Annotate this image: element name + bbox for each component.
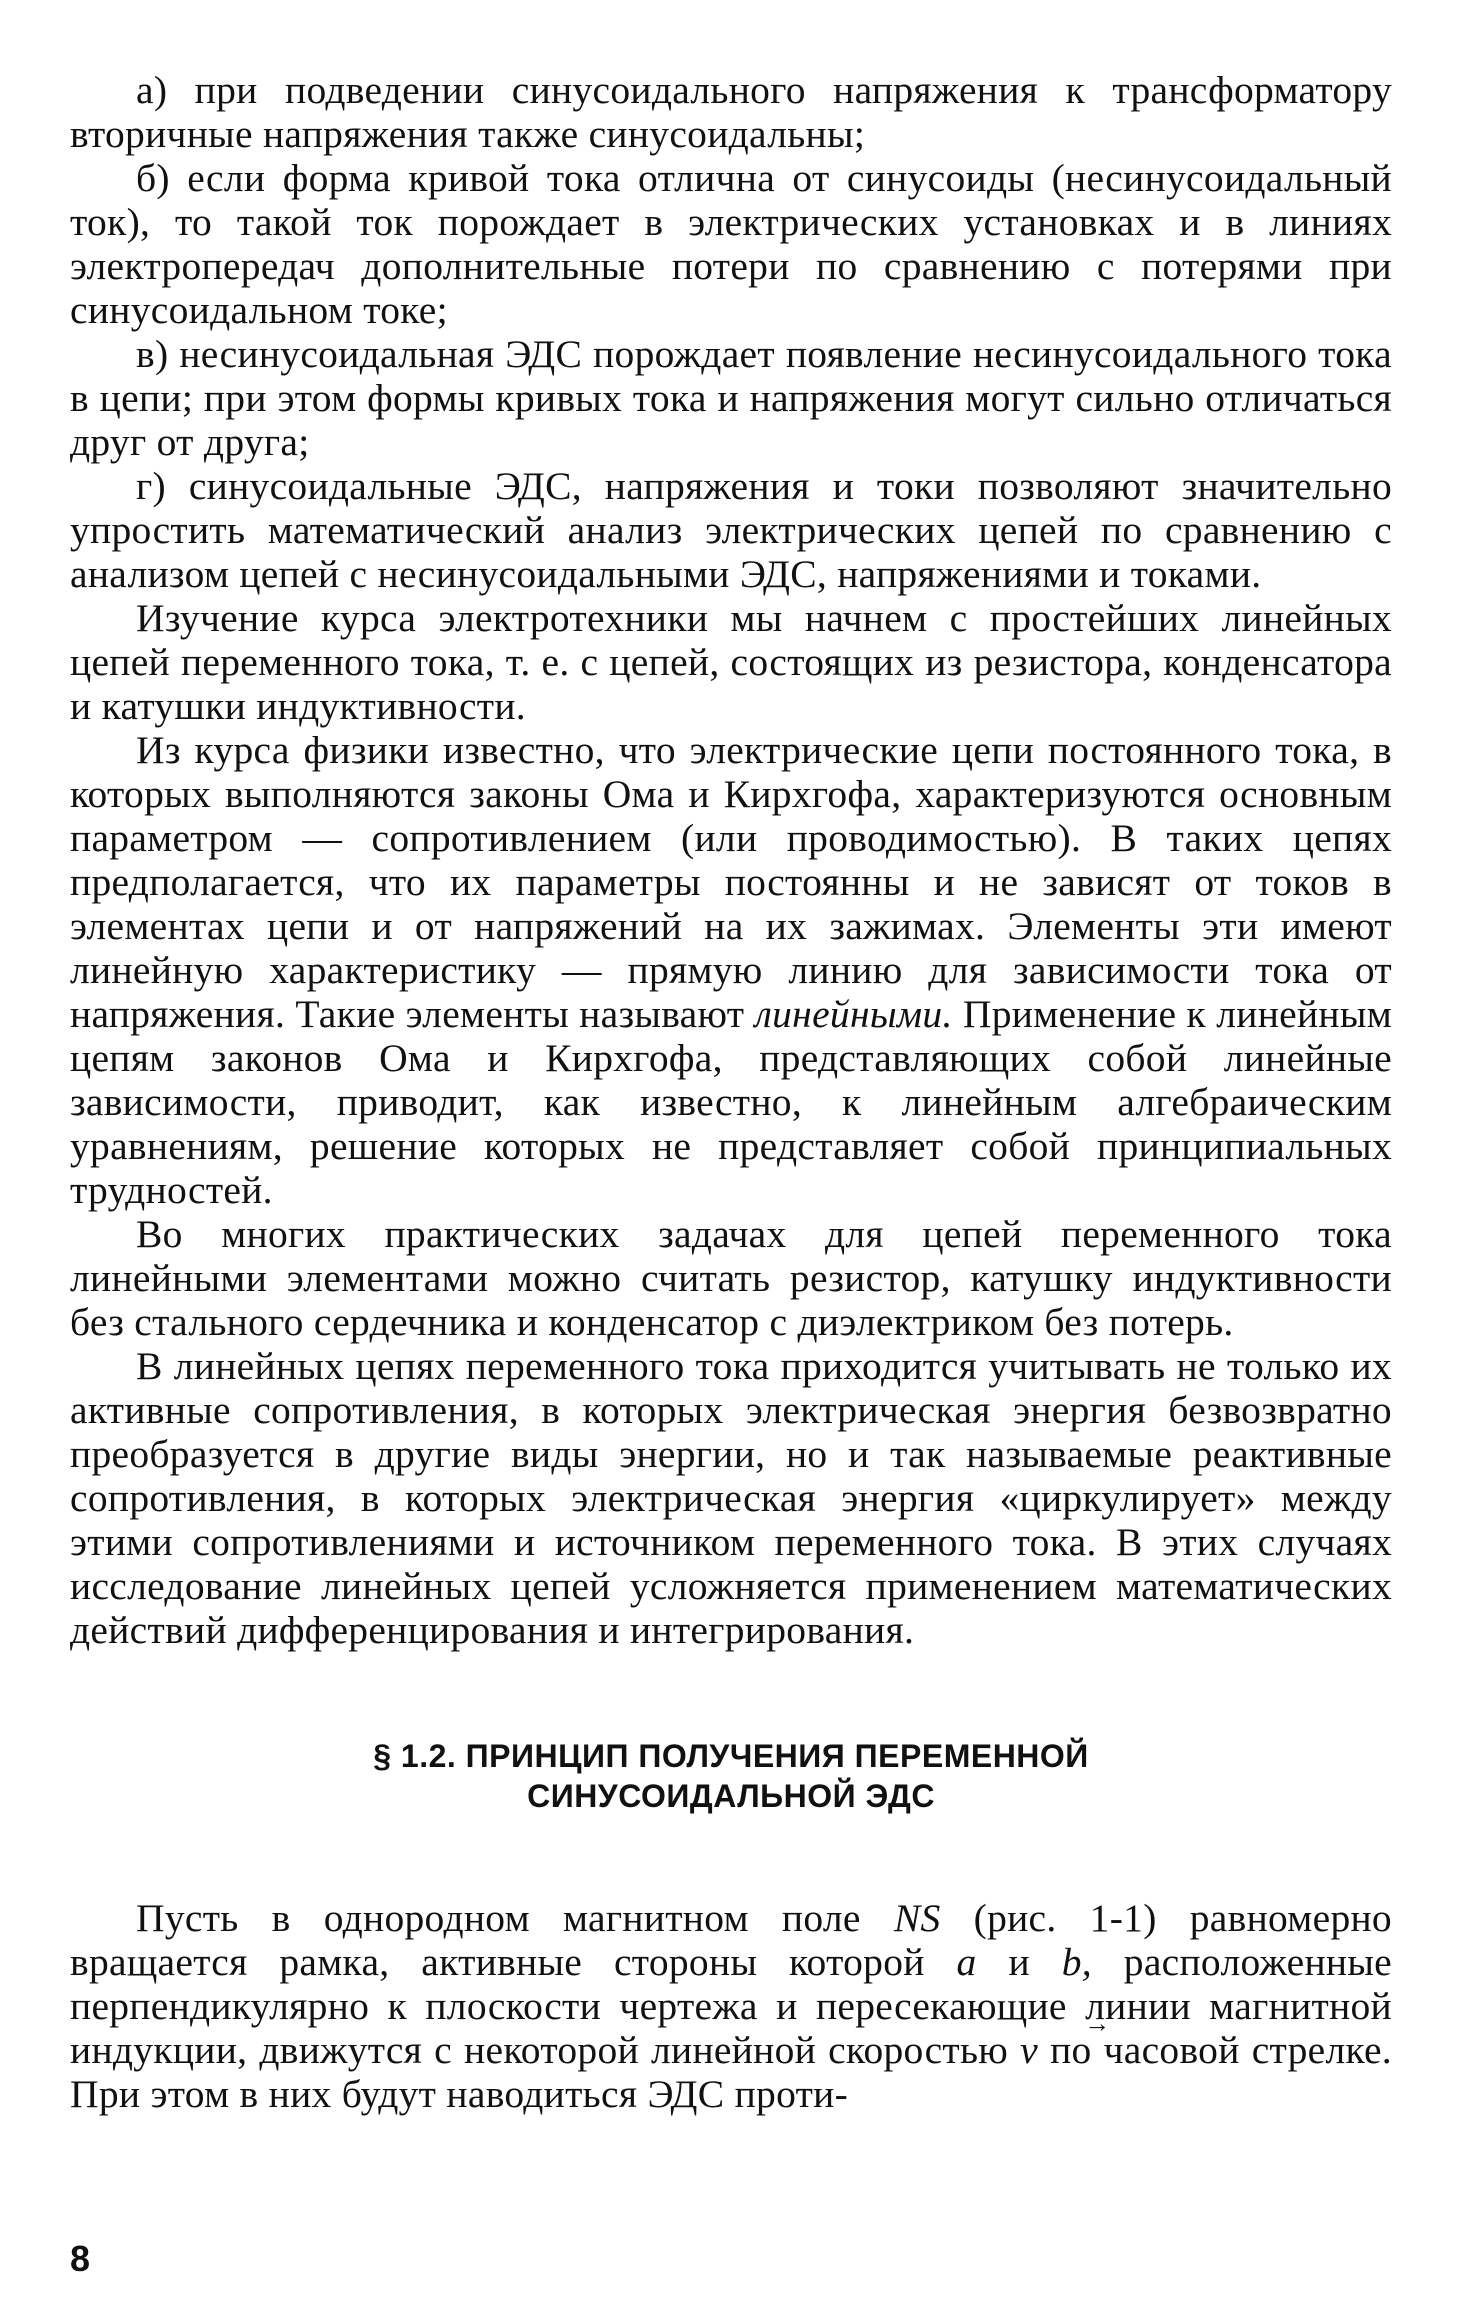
page-number: 8 [70, 2238, 91, 2279]
physics-text-1: Из курса физики известно, что электрические цепи постоянного тока, в которых выполняются законы Ома и Кирхгофа, характеризуются основным параметром — сопротивлением (или проводимостью). В таких цепях предполагается, что их параметры постоянны и не зависят от токов в элементах цепи и от напряжений на их зажимах. Элементы эти имеют линейную характеристику — прямую линию для зависимости тока от напряжения. Такие элементы называют [70, 728, 1392, 1036]
section-heading-line-2: СИНУСОИДАЛЬНОЙ ЭДС [527, 1778, 935, 1814]
paragraph-reactive: В линейных цепях переменного тока приходится учитывать не только их активные сопротивления, в которых электрическая энергия безвозвратно преобразуется в другие виды энергии, но и так называемые реактивные сопротивления, в которых электрическая энергия «циркулирует» между этими сопротивлениями и источником переменного тока. В этих случаях исследование линейных цепей усложняется применением математических действий дифференцирования и интегрирования. [70, 1344, 1392, 1652]
frame-text-3: и [1008, 1940, 1030, 1984]
list-item-g: г) синусоидальные ЭДС, напряжения и токи позволяют значительно упростить математический анализ электрических цепей по сравнению с анализом цепей с несинусоидальными ЭДС, напряжениями и токами. [70, 464, 1392, 596]
paragraph-study: Изучение курса электротехники мы начнем с простейших линейных цепей переменного тока, т. е. с цепей, состоящих из резистора, конденсатора и катушки индуктивности. [70, 596, 1392, 728]
velocity-vector: → v [1020, 2028, 1038, 2072]
physics-text-2: Применение к линейным цепям законов Ома и Кирхгофа, представляющих собой линейные зависимости, приводит, как известно, к линейным алгебраическим уравнениям, решение которых не представляет собой принципиальных трудностей. [70, 992, 1393, 1212]
list-item-b: б) если форма кривой тока отлична от синусоиды (несинусоидальный ток), то такой ток порождает в электрических установках и в линиях электропередач дополнительные потери по сравнению с потерями при синусоидальном токе; [70, 156, 1392, 332]
side-b: b, [1061, 1940, 1092, 1984]
frame-text-2: (рис. 1-1) равномерно вращается рамка, активные стороны которой [70, 1896, 1392, 1984]
side-a: a [956, 1940, 977, 1984]
paragraph-rotating-frame [70, 1896, 1392, 2116]
list-item-v: в) несинусоидальная ЭДС порождает появление несинусоидального тока в цепи; при этом формы кривых тока и напряжения могут сильно отличаться друг от друга; [70, 332, 1392, 464]
field-ns: NS [893, 1896, 941, 1940]
section-heading-line-1: § 1.2. ПРИНЦИП ПОЛУЧЕНИЯ ПЕРЕМЕННОЙ [373, 1738, 1089, 1774]
paragraph-practical: Во многих практических задачах для цепей переменного тока линейными элементами можно считать резистор, катушку индуктивности без стального сердечника и конденсатор с диэлектриком без потерь. [70, 1212, 1392, 1344]
section-heading [70, 1736, 1392, 1816]
frame-text-5: по часовой стрелке. При этом в них будут наводиться ЭДС проти- [70, 2028, 1392, 2116]
physics-emphasis: линейными. [754, 992, 953, 1036]
list-item-a: а) при подведении синусоидального напряжения к трансформатору вторичные напряжения также синусоидальны; [70, 68, 1392, 156]
page-body [70, 68, 1392, 2116]
frame-text-4: расположенные перпендикулярно к плоскости чертежа и пересекающие линии магнитной индукции, движутся с некоторой линейной скоростью [70, 1940, 1392, 2072]
paragraph-physics [70, 728, 1392, 1212]
frame-text-1: Пусть в однородном магнитном поле [136, 1896, 861, 1940]
